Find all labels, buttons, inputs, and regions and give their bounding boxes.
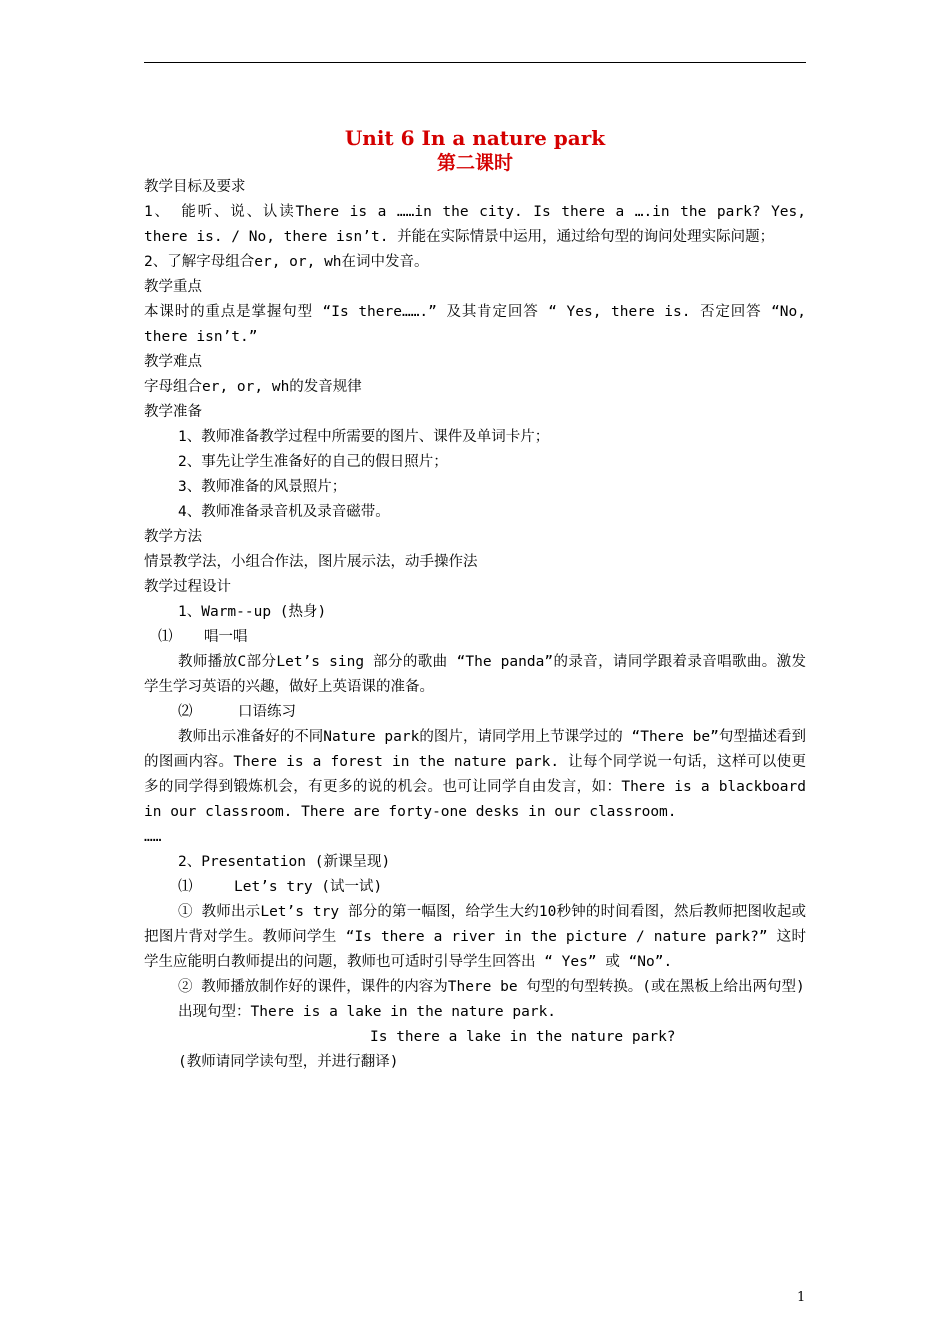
prep-item-4: 4、教师准备录音机及录音磁带。 <box>178 504 390 520</box>
key-heading: 教学重点 <box>144 279 202 295</box>
warmup-1-text: 教师播放C部分Let’s sing 部分的歌曲 “The panda”的录音，请同学跟着录音唱歌曲。激发学生学习英语的兴趣，做好上英语课的准备。 <box>144 654 806 695</box>
difficulty-heading: 教学难点 <box>144 354 202 370</box>
warmup-2-ellipsis: …… <box>144 829 162 845</box>
warmup-2-num: ⑵ <box>178 704 193 720</box>
doc-subtitle: 第二课时 <box>436 152 513 174</box>
try-step-2: ② 教师播放制作好的课件，课件的内容为There be 句型的句型转换。(或在黑板上给出两句型) <box>178 979 805 995</box>
objective-1: 1、 能听、说、认读There is a ……in the city. Is there a ….in the park? Yes, there is. / No, there isn’t. 并能在实际情景中运用，通过给句型的询问处理实际问题； <box>144 204 806 245</box>
document-body <box>144 126 806 1075</box>
page-number: 1 <box>797 1290 806 1305</box>
key-text: 本课时的重点是掌握句型 “Is there…….” 及其肯定回答 “ Yes, there is. 否定回答 “No, there isn’t.” <box>144 304 806 345</box>
pattern-line-1: 出现句型：There is a lake in the nature park. <box>178 1004 557 1020</box>
warmup-1-line <box>144 625 806 650</box>
warmup-heading: 1、Warm--up (热身) <box>178 604 327 620</box>
warmup-1-label: 唱一唱 <box>204 629 248 645</box>
objectives-heading: 教学目标及要求 <box>144 179 246 195</box>
method-text: 情景教学法，小组合作法，图片展示法，动手操作法 <box>144 554 478 570</box>
try-line <box>144 875 806 900</box>
warmup-1-num: ⑴ <box>158 629 173 645</box>
try-label: Let’s try (试一试) <box>234 879 383 895</box>
prep-item-1: 1、教师准备教学过程中所需要的图片、课件及单词卡片； <box>178 429 550 445</box>
method-heading: 教学方法 <box>144 529 202 545</box>
prep-item-3: 3、教师准备的风景照片； <box>178 479 347 495</box>
doc-title: Unit 6 In a nature park <box>344 126 606 150</box>
header-rule <box>144 62 806 63</box>
try-num: ⑴ <box>178 879 193 895</box>
try-step-1: ① 教师出示Let’s try 部分的第一幅图，给学生大约10秒钟的时间看图，然后教师把图收起或把图片背对学生。教师问学生 “Is there a river in the picture / nature park?” 这时学生应能明白教师提出的问题，教师也可适时引导学生回答出 “ Yes” 或 “No”. <box>144 904 806 970</box>
warmup-2-label: 口语练习 <box>238 704 296 720</box>
prep-heading: 教学准备 <box>144 404 202 420</box>
warmup-2-text: 教师出示准备好的不同Nature park的图片，请同学用上节课学过的 “There be”句型描述看到的图画内容。There is a forest in the nature park. 让每个同学说一句话，这样可以使更多的同学得到锻炼机会，有更多的说的机会。也可让同学自由发言，如：There is a blackboard in our classroom. There are forty-one desks in our classroom. <box>144 729 806 820</box>
prep-item-2: 2、事先让学生准备好的自己的假日照片； <box>178 454 448 470</box>
difficulty-text: 字母组合er, or, wh的发音规律 <box>144 379 362 395</box>
pattern-line-2: Is there a lake in the nature park? <box>370 1029 676 1045</box>
warmup-2-line <box>144 700 806 725</box>
presentation-heading: 2、Presentation (新课呈现) <box>178 854 391 870</box>
objective-2: 2、了解字母组合er, or, wh在词中发音。 <box>144 254 429 270</box>
process-heading: 教学过程设计 <box>144 579 231 595</box>
pattern-note: (教师请同学读句型，并进行翻译) <box>178 1054 399 1070</box>
